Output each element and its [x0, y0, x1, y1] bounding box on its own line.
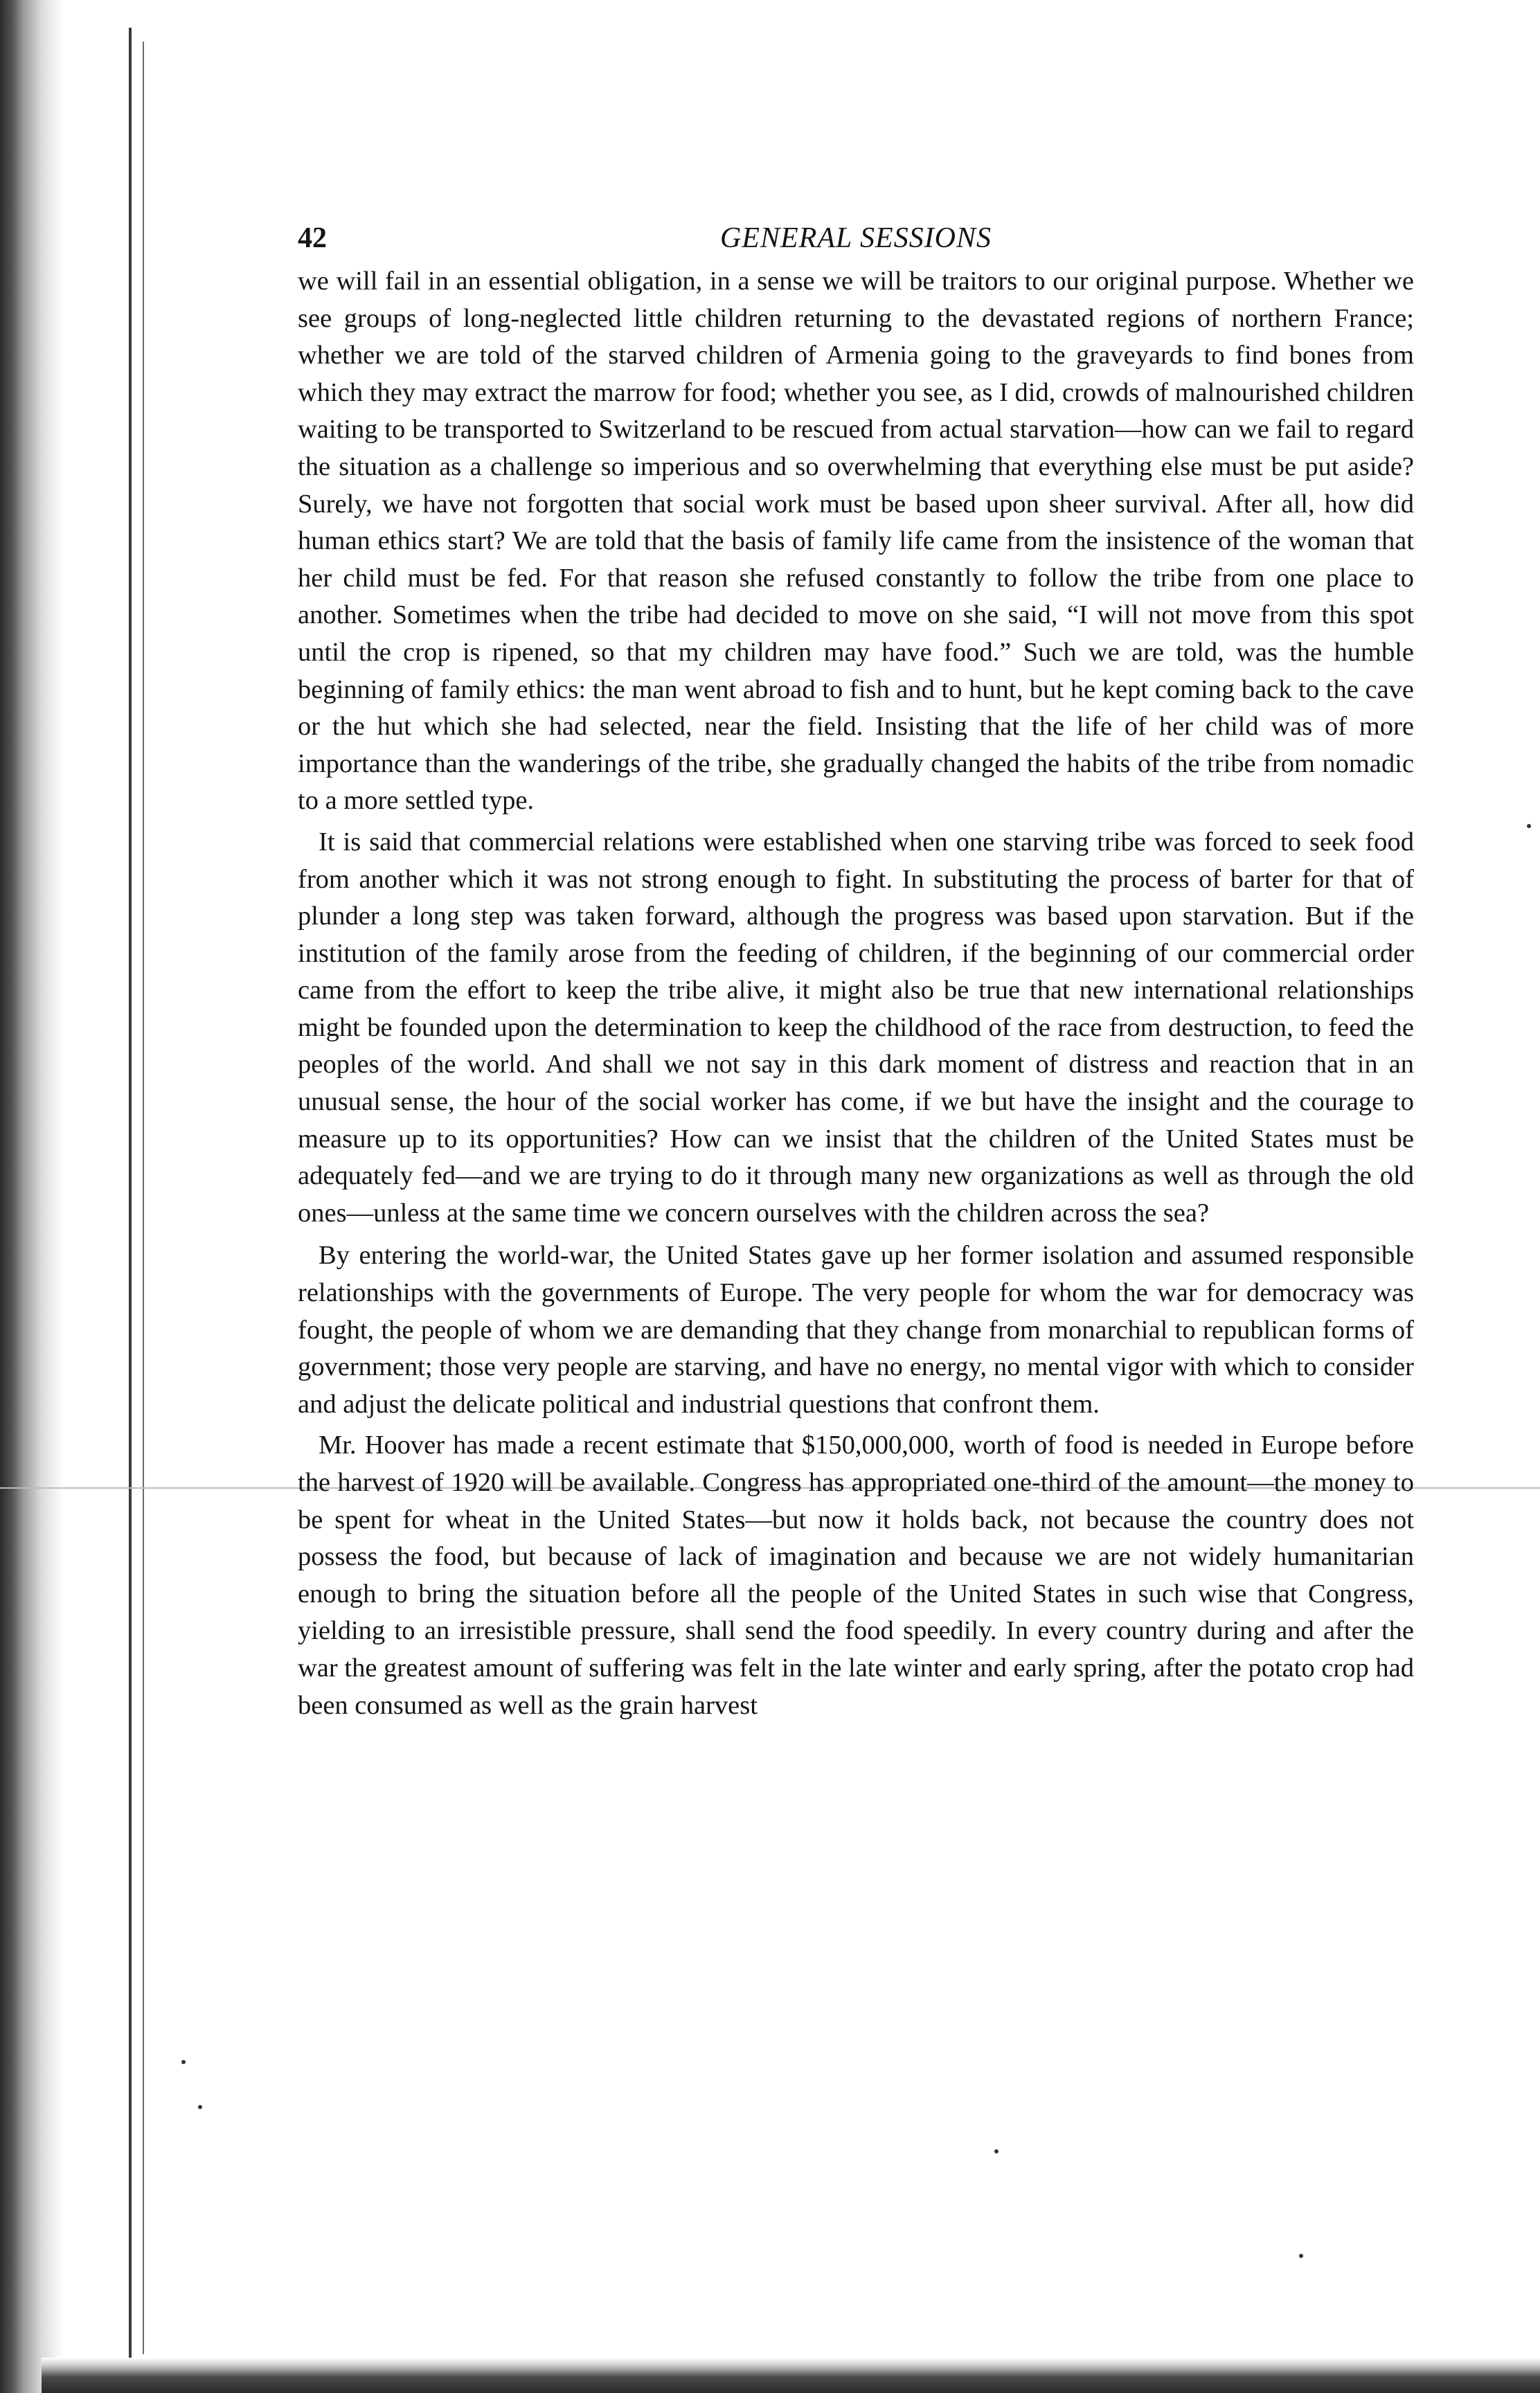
scan-edge-left [0, 0, 104, 2393]
scan-speck [994, 2149, 999, 2153]
paragraph-1: we will fail in an essential obligation, in a sense we will be traitors to our original purpose. Whether we see groups of long-neglected little children returning to the devastated regions of northern France; whether we are told of the starved children of Armenia going to the graveyards to find bones from which they may extract the marrow for food; whether you see, as I did, crowds of malnourished children waiting to be transported to Switzerland to be rescued from actual starvation—how can we fail to regard the situation as a challenge so imperious and so overwhelming that everything else must be put aside? Surely, we have not forgotten that social work must be based upon sheer survival. After all, how did human ethics start? We are told that the basis of family life came from the insistence of the woman that her child must be fed. For that reason she refused constantly to follow the tribe from one place to another. Sometimes when the tribe had decided to move on she said, “I will not move from this spot until the crop is ripened, so that my children may have food.” Such we are told, was the humble beginning of family ethics: the man went abroad to fish and to hunt, but he kept coming back to the cave or the hut which she had selected, near the field. Insisting that the life of her child was of more importance than the wanderings of the tribe, she gradually changed the habits of the tribe from nomadic to a more settled type. [298, 267, 1414, 816]
scan-binding-line [129, 28, 132, 2368]
book-page [298, 208, 1414, 1724]
body-text [298, 263, 1414, 1724]
scan-edge-bottom [42, 2358, 1540, 2393]
scan-speck [1299, 2254, 1303, 2258]
scan-speck [1527, 824, 1531, 828]
page-number: 42 [298, 222, 327, 254]
scan-binding-line-inner [143, 42, 144, 2354]
running-title: GENERAL SESSIONS [719, 222, 992, 254]
running-head [298, 208, 1414, 263]
scan-speck [198, 2105, 202, 2109]
paragraph-2: It is said that commercial relations were established when one starving tribe was forced to seek food from another which it was not strong enough to fight. In substituting the process of barter for that of plunder a long step was taken forward, although the progress was based upon starvation. But if the institution of the family arose from the feeding of children, if the beginning of our commercial order came from the effort to keep the tribe alive, it might also be true that new international relationships might be founded upon the determination to keep the childhood of the race from destruction, to feed the peoples of the world. And shall we not say in this dark moment of distress and reaction that in an unusual sense, the hour of the social worker has come, if we but have the insight and the courage to measure up to its opportunities? How can we insist that the children of the United States must be adequately fed—and we are trying to do it through many new organizations as well as through the old ones—unless at the same time we concern ourselves with the children across the sea? [298, 827, 1414, 1228]
paragraph-3: By entering the world-war, the United States gave up her former isolation and assumed responsible relationships with the governments of Europe. The very people for whom the war for democracy was fought, the people of whom we are demanding that they change from monarchial to republican forms of government; those very people are starving, and have no energy, no mental vigor with which to consider and adjust the delicate political and industrial questions that confront them. [298, 1241, 1414, 1419]
paragraph-4: Mr. Hoover has made a recent estimate that $150,000,000, worth of food is needed in Europe before the harvest of 1920 will be available. Congress has appropriated one-third of the amount—the money to be spent for wheat in the United States—but now it holds back, not because the country does not possess the food, but because of lack of imagination and because we are not widely humanitarian enough to bring the situation before all the people of the United States in such wise that Congress, yielding to an irresistible pressure, shall send the food speedily. In every country during and after the war the greatest amount of suffering was felt in the late winter and early spring, after the potato crop had been consumed as well as the grain harvest [298, 1431, 1414, 1720]
scan-speck [181, 2060, 186, 2064]
